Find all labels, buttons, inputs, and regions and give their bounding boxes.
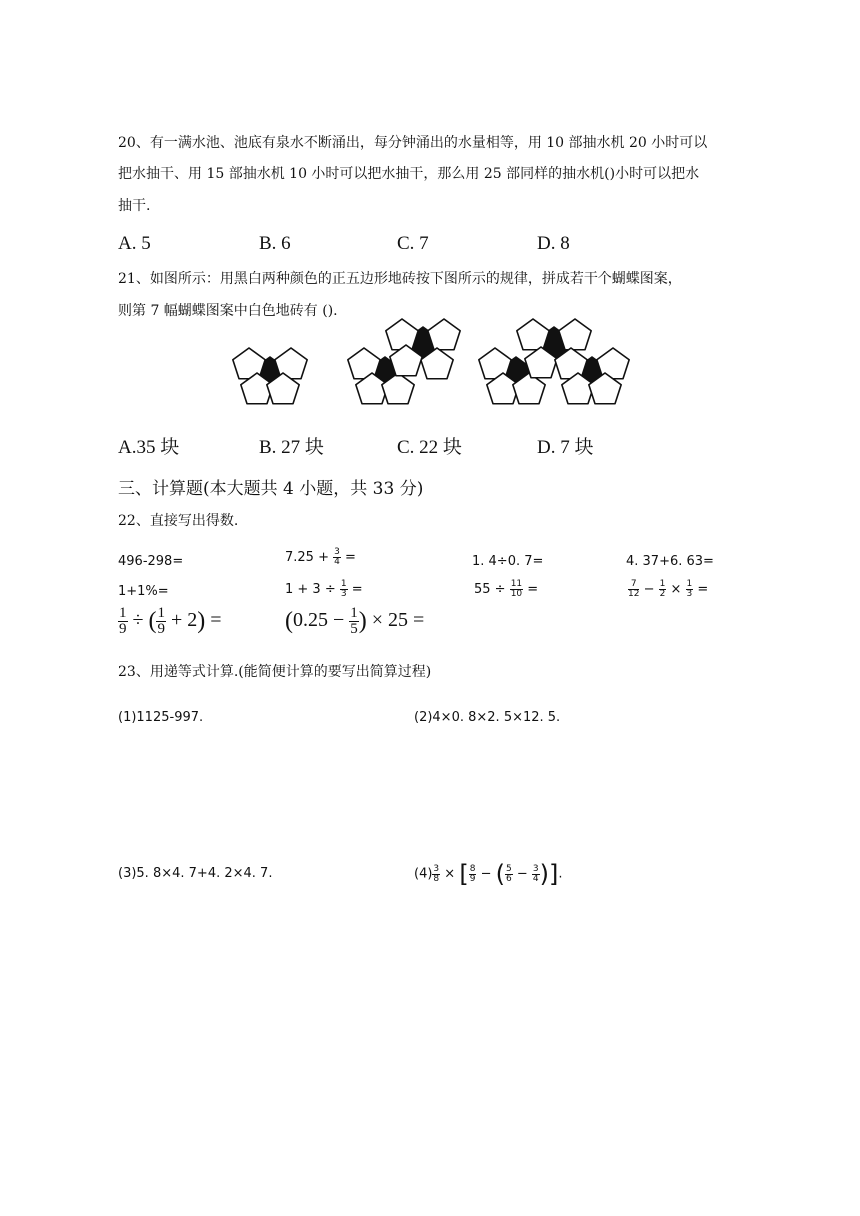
butterfly-pattern-figure — [225, 318, 645, 416]
q21-option-a: A.35 块 — [118, 437, 180, 458]
q21-line-2: 则第 7 幅蝴蝶图案中白色地砖有 (). — [118, 303, 338, 319]
q20-line-3: 抽干. — [118, 198, 151, 214]
q22-r2-c4: $\frac{7}{12}$ − $\frac{1}{2}$ × $\frac{1}{3}$ = — [628, 579, 709, 599]
q20-option-b: B. 6 — [259, 233, 291, 254]
q20-option-c: C. 7 — [397, 233, 429, 254]
q22-r2-c3: 55 ÷ $\frac{11}{10}$ = — [474, 579, 539, 599]
q22-r1-c3: 1. 4÷0. 7= — [472, 554, 544, 569]
q23-part-1: (1)1125-997. — [118, 710, 204, 725]
figure-3 — [479, 319, 629, 404]
q21-option-d: D. 7 块 — [537, 437, 594, 458]
q21-option-b: B. 27 块 — [259, 437, 324, 458]
q20-option-d: D. 8 — [537, 233, 570, 254]
q22-r3-c1: $\frac{1}{9}$ ÷ ( $\frac{1}{9}$ + 2) = — [119, 605, 222, 637]
section-3-heading: 三、计算题(本大题共 4 小题，共 33 分) — [118, 479, 424, 499]
q21-option-c: C. 22 块 — [397, 437, 462, 458]
q22-r2-c2: 1 + 3 ÷ $\frac{1}{3}$ = — [285, 579, 363, 599]
q22-r1-c1: 496-298= — [118, 554, 184, 569]
figure-2 — [348, 319, 460, 404]
q20-option-a: A. 5 — [118, 233, 151, 254]
q22-r2-c1: 1+1%= — [118, 584, 169, 599]
q22-r1-c4: 4. 37+6. 63= — [626, 554, 714, 569]
q20-line-2: 把水抽干、用 15 部抽水机 10 小时可以把水抽干，那么用 25 部同样的抽水机()小时可以把水 — [118, 166, 700, 182]
q22-r3-c2: (0.25 − $\frac{1}{5}$ ) × 25 = — [285, 605, 425, 637]
q22-r1-c2: 7.25 + $\frac{3}{4}$ = — [285, 547, 356, 567]
q23-title: 23、用递等式计算.(能简便计算的要写出简算过程) — [118, 664, 432, 680]
q23-part-4: (4) $\frac{3}{8}$ × [ $\frac{8}{9}$ − ( $\frac{5}{6}$ − $\frac{3}{4}$ )]. — [414, 860, 563, 888]
q23-part-3: (3)5. 8×4. 7+4. 2×4. 7. — [118, 866, 273, 881]
q21-line-1: 21、如图所示：用黑白两种颜色的正五边形地砖按下图所示的规律，拼成若干个蝴蝶图案， — [118, 271, 682, 287]
q23-part-2: (2)4×0. 8×2. 5×12. 5. — [414, 710, 561, 725]
q20-line-1: 20、有一满水池、池底有泉水不断涌出，每分钟涌出的水量相等，用 10 部抽水机 20 小时可以 — [118, 135, 708, 151]
q22-title: 22、直接写出得数. — [118, 513, 239, 529]
figure-1 — [233, 348, 307, 404]
